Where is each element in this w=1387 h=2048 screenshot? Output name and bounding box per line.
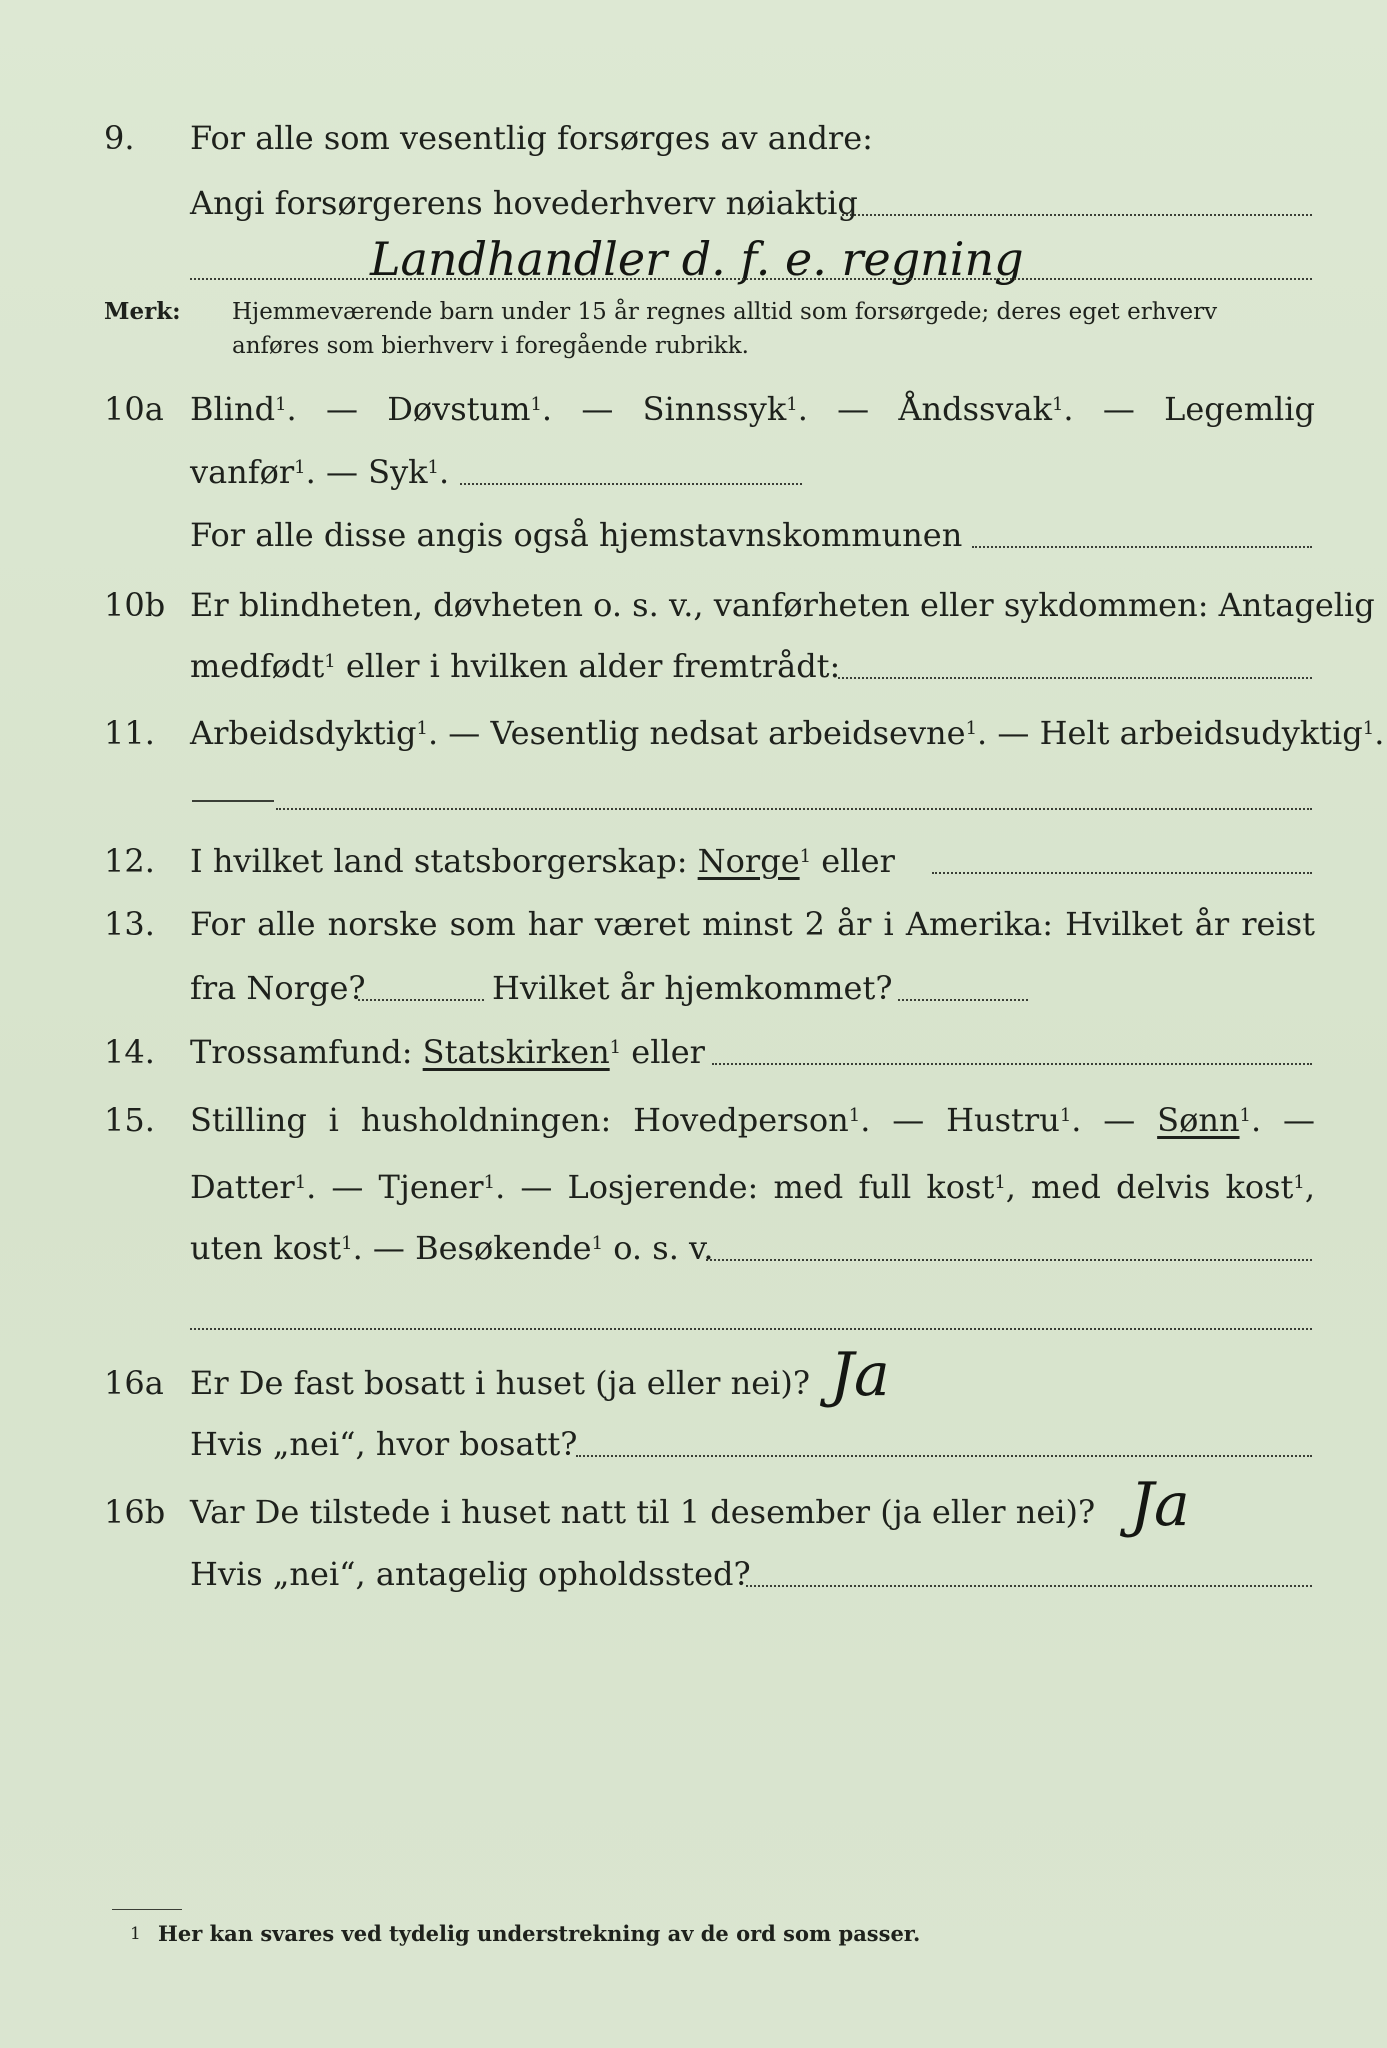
q15-line2: Datter$^1$. — Tjener$^1$. — Losjerende: med full kost$^1$, med delvis kost$^1$,	[190, 1168, 1316, 1206]
q9-line2: Angi forsørgerens hovederhverv nøiaktig	[190, 184, 858, 222]
q10a-line3: For alle disse angis også hjemstavnskommunen	[190, 516, 963, 554]
q15-line3: uten kost$^1$. — Besøkende$^1$ o. s. v.	[190, 1229, 714, 1267]
q15-line1: Stilling i husholdningen: Hovedperson$^1$. — Hustru$^1$. — Sønn$^1$. —	[190, 1101, 1316, 1139]
q16b-line1: Var De tilstede i huset natt til 1 desember (ja eller nei)?	[190, 1493, 1096, 1531]
q13-line1: For alle norske som har været minst 2 år i Amerika: Hvilket år reist	[190, 905, 1315, 943]
q15-dotted-line-1	[706, 1259, 1312, 1261]
footnote-rule	[112, 1909, 182, 1910]
q16b-handwritten-answer: Ja	[1130, 1470, 1190, 1540]
q13-row-2	[0, 963, 1387, 1013]
q12-line1: I hvilket land statsborgerskap: Norge$^1$ eller	[190, 842, 895, 880]
q9-number: 9.	[104, 119, 135, 157]
footnote-text: Her kan svares ved tydelig understrekning av de ord som passer.	[158, 1921, 921, 1946]
q16a-number: 16a	[104, 1364, 164, 1402]
q11-row-1	[0, 708, 1387, 758]
q16a-dotted-line	[576, 1455, 1312, 1457]
q16b-line2: Hvis „nei“, antagelig opholdssted?	[190, 1555, 751, 1593]
q10b-line2: medfødt$^1$ eller i hvilken alder fremtrådt:	[190, 647, 841, 685]
footnote-mark: 1	[130, 1924, 141, 1944]
q16b-row-2	[0, 1549, 1387, 1599]
q13-row-1	[0, 899, 1387, 949]
q11-dotted-line	[276, 808, 1312, 810]
q10b-number: 10b	[104, 586, 166, 624]
q12-dotted-line	[932, 872, 1312, 874]
q16a-line2: Hvis „nei“, hvor bosatt?	[190, 1425, 578, 1463]
q16a-handwritten-answer: Ja	[830, 1340, 890, 1410]
q10a-number: 10a	[104, 390, 164, 428]
q13-dotted-line-1	[358, 999, 484, 1001]
q11-line1: Arbeidsdyktig$^1$. — Vesentlig nedsat arbeidsevne$^1$. — Helt arbeidsudyktig$^1$.	[190, 714, 1385, 752]
q14-row-1	[0, 1027, 1387, 1077]
q10b-line1: Er blindheten, døvheten o. s. v., vanførheten eller sykdommen: Antagelig	[190, 586, 1375, 624]
q10a-dotted-line-2	[972, 546, 1312, 548]
q10a-row-2	[0, 447, 1387, 497]
q10a-line2: vanfør$^1$. — Syk$^1$.	[190, 453, 450, 491]
q16a-row-2	[0, 1419, 1387, 1469]
q10b-row-2	[0, 641, 1387, 691]
q12-number: 12.	[104, 842, 155, 880]
q12-row-1	[0, 836, 1387, 886]
q15-sonn-underlined: Sønn	[1157, 1101, 1240, 1139]
q16a-row-1	[0, 1358, 1387, 1408]
q12-norge-underlined: Norge	[697, 842, 800, 880]
q9-answer-line	[190, 278, 1312, 280]
q13-dotted-line-2	[898, 999, 1028, 1001]
q11-answer-mark	[192, 800, 274, 802]
q11-number: 11.	[104, 714, 155, 752]
q14-statskirken-underlined: Statskirken	[422, 1033, 610, 1071]
q13-line2a: fra Norge?	[190, 969, 366, 1007]
q10b-dotted-line	[838, 677, 1312, 679]
q9-dotted-line	[842, 214, 1312, 216]
q9-row-1	[0, 113, 1387, 163]
q9-handwritten-answer: Landhandler d. f. e. regning	[370, 232, 1024, 286]
q13-line2b: Hvilket år hjemkommet?	[492, 969, 893, 1007]
merk-line1: Hjemmeværende barn under 15 år regnes alltid som forsørgede; deres eget erhverv	[232, 299, 1218, 325]
merk-label: Merk:	[104, 298, 181, 325]
q10a-line1: Blind$^1$. — Døvstum$^1$. — Sinnssyk$^1$. — Åndssvak$^1$. — Legemlig	[190, 390, 1315, 428]
q10a-dotted-line-1	[460, 483, 802, 485]
q16a-line1: Er De fast bosatt i huset (ja eller nei)?	[190, 1364, 811, 1402]
q15-row-3	[0, 1223, 1387, 1273]
q9-row-2	[0, 178, 1387, 228]
q15-row-1	[0, 1095, 1387, 1145]
q14-line1: Trossamfund: Statskirken$^1$ eller	[190, 1033, 705, 1071]
q15-number: 15.	[104, 1101, 155, 1139]
q10b-row-1	[0, 580, 1387, 630]
q10a-row-1	[0, 384, 1387, 434]
q14-number: 14.	[104, 1033, 155, 1071]
q9-line1: For alle som vesentlig forsørges av andre:	[190, 119, 873, 157]
q15-row-2	[0, 1162, 1387, 1212]
merk-line2: anføres som bierhverv i foregående rubrikk.	[232, 333, 749, 359]
q15-dotted-line-2	[190, 1328, 1312, 1330]
q16b-number: 16b	[104, 1493, 166, 1531]
q10a-row-3	[0, 510, 1387, 560]
q16b-dotted-line	[746, 1585, 1312, 1587]
q14-dotted-line	[712, 1063, 1312, 1065]
q13-number: 13.	[104, 905, 155, 943]
